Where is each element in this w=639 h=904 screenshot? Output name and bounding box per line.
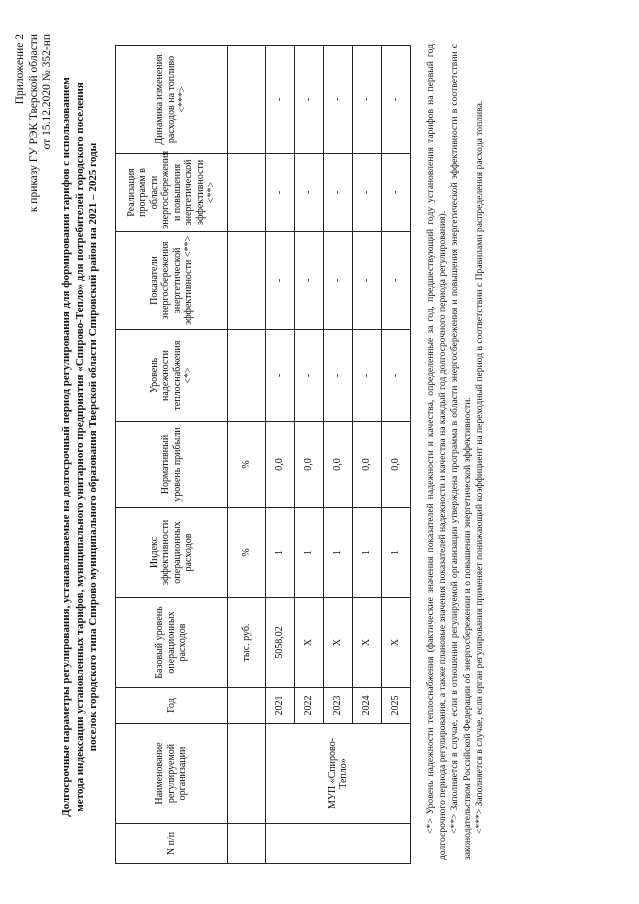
- appendix-header: [14, 34, 55, 212]
- document-title: [60, 40, 101, 854]
- cell-reliability: -: [353, 330, 382, 422]
- cell-profit: 0,0: [382, 422, 411, 508]
- title-line: Долгосрочные параметры регулирования, устанавливаемые на долгосрочный период регулирования для формирования тарифов с использованием: [60, 77, 72, 817]
- footnote-energy: <**> Заполняется в случае, если в отношении регулируемой организации утверждена программа в области энергосбережения и повышения энергетической эффективности в соответствии с законодательством Российской Федерации об энергосбережении и о повышении энергетической эффективности.: [449, 44, 473, 860]
- cell-profit: 0,0: [295, 422, 324, 508]
- cell-base: X: [353, 598, 382, 688]
- unit-index: %: [228, 508, 266, 598]
- cell-programs: -: [353, 154, 382, 232]
- cell-year: 2024: [353, 688, 382, 724]
- cell-programs: -: [295, 154, 324, 232]
- cell-programs: -: [266, 154, 295, 232]
- cell-index: 1: [266, 508, 295, 598]
- cell-energy: -: [324, 232, 353, 330]
- cell-programs: -: [382, 154, 411, 232]
- table-row: [266, 46, 295, 864]
- table-header-row: [116, 46, 228, 864]
- cell-base: X: [324, 598, 353, 688]
- cell-base: 5058,02: [266, 598, 295, 688]
- cell-index: 1: [382, 508, 411, 598]
- unit-base: тыс. руб.: [228, 598, 266, 688]
- cell-fuel: -: [382, 46, 411, 154]
- cell-year: 2022: [295, 688, 324, 724]
- table-units-row: [228, 46, 266, 864]
- footnote-reliability: <*> Уровень надежности теплоснабжения (фактические значения показателей надежности и качества, определенные за год, предшествующий году установления тарифов на первый год долгосрочного периода регулирования, а также плановые значения показателей надежности и качества на каждый год долгосрочного периода регулирования).: [425, 44, 449, 860]
- cell-programs: -: [324, 154, 353, 232]
- header-org: Наименование регулируемой организации: [116, 724, 228, 824]
- cell-index: 1: [295, 508, 324, 598]
- appendix-order: к приказу ГУ РЭК Тверской области: [27, 34, 40, 213]
- appendix-date: от 15.12.2020 № 352-нп: [41, 34, 53, 150]
- header-reliability: Уровень надежности теплоснабжения <*>: [116, 330, 228, 422]
- cell-energy: -: [295, 232, 324, 330]
- cell-index: 1: [324, 508, 353, 598]
- cell-profit: 0,0: [324, 422, 353, 508]
- cell-year: 2023: [324, 688, 353, 724]
- cell-energy: -: [382, 232, 411, 330]
- header-num: N п/п: [116, 824, 228, 864]
- cell-reliability: -: [295, 330, 324, 422]
- cell-fuel: -: [295, 46, 324, 154]
- header-profit: Нормативный уровень прибыли: [116, 422, 228, 508]
- cell-year: 2021: [266, 688, 295, 724]
- parameters-table: [115, 45, 411, 864]
- cell-reliability: -: [324, 330, 353, 422]
- cell-fuel: -: [324, 46, 353, 154]
- cell-energy: -: [266, 232, 295, 330]
- cell-reliability: -: [266, 330, 295, 422]
- header-energy: Показатели энергосбережения энергетической эффективности <**>: [116, 232, 228, 330]
- header-base: Базовый уровень операционных расходов: [116, 598, 228, 688]
- cell-base: X: [295, 598, 324, 688]
- cell-fuel: -: [353, 46, 382, 154]
- cell-num: [266, 824, 411, 864]
- header-fuel: Динамика изменения расходов на топливо <***>: [116, 46, 228, 154]
- footnote-fuel: <***> Заполняется в случае, если орган регулирования применяет понижающий коэффициент на переходный период в соответствии с Правилами распределения расхода топлива.: [473, 100, 485, 834]
- appendix-number: Приложение 2: [14, 34, 26, 105]
- cell-organization: МУП «Спирово-Тепло»: [266, 724, 411, 824]
- header-programs: Реализация программ в области энергосбережения и повышения энергетической эффективности <**>: [116, 154, 228, 232]
- cell-fuel: -: [266, 46, 295, 154]
- header-year: Год: [116, 688, 228, 724]
- cell-profit: 0,0: [353, 422, 382, 508]
- unit-profit: %: [228, 422, 266, 508]
- title-line: метода индексации установленных тарифов, муниципального унитарного предприятия «Спирово-Тепло» для потребителей городского поселения: [73, 82, 86, 812]
- footnotes: [425, 44, 486, 860]
- cell-profit: 0,0: [266, 422, 295, 508]
- cell-base: X: [382, 598, 411, 688]
- cell-index: 1: [353, 508, 382, 598]
- title-line: поселок городского типа Спирово муниципального образования Тверской области Спировский район на 2021 – 2025 годы: [87, 142, 99, 752]
- header-index: Индекс эффективности операционных расходов: [116, 508, 228, 598]
- cell-year: 2025: [382, 688, 411, 724]
- cell-energy: -: [353, 232, 382, 330]
- cell-reliability: -: [382, 330, 411, 422]
